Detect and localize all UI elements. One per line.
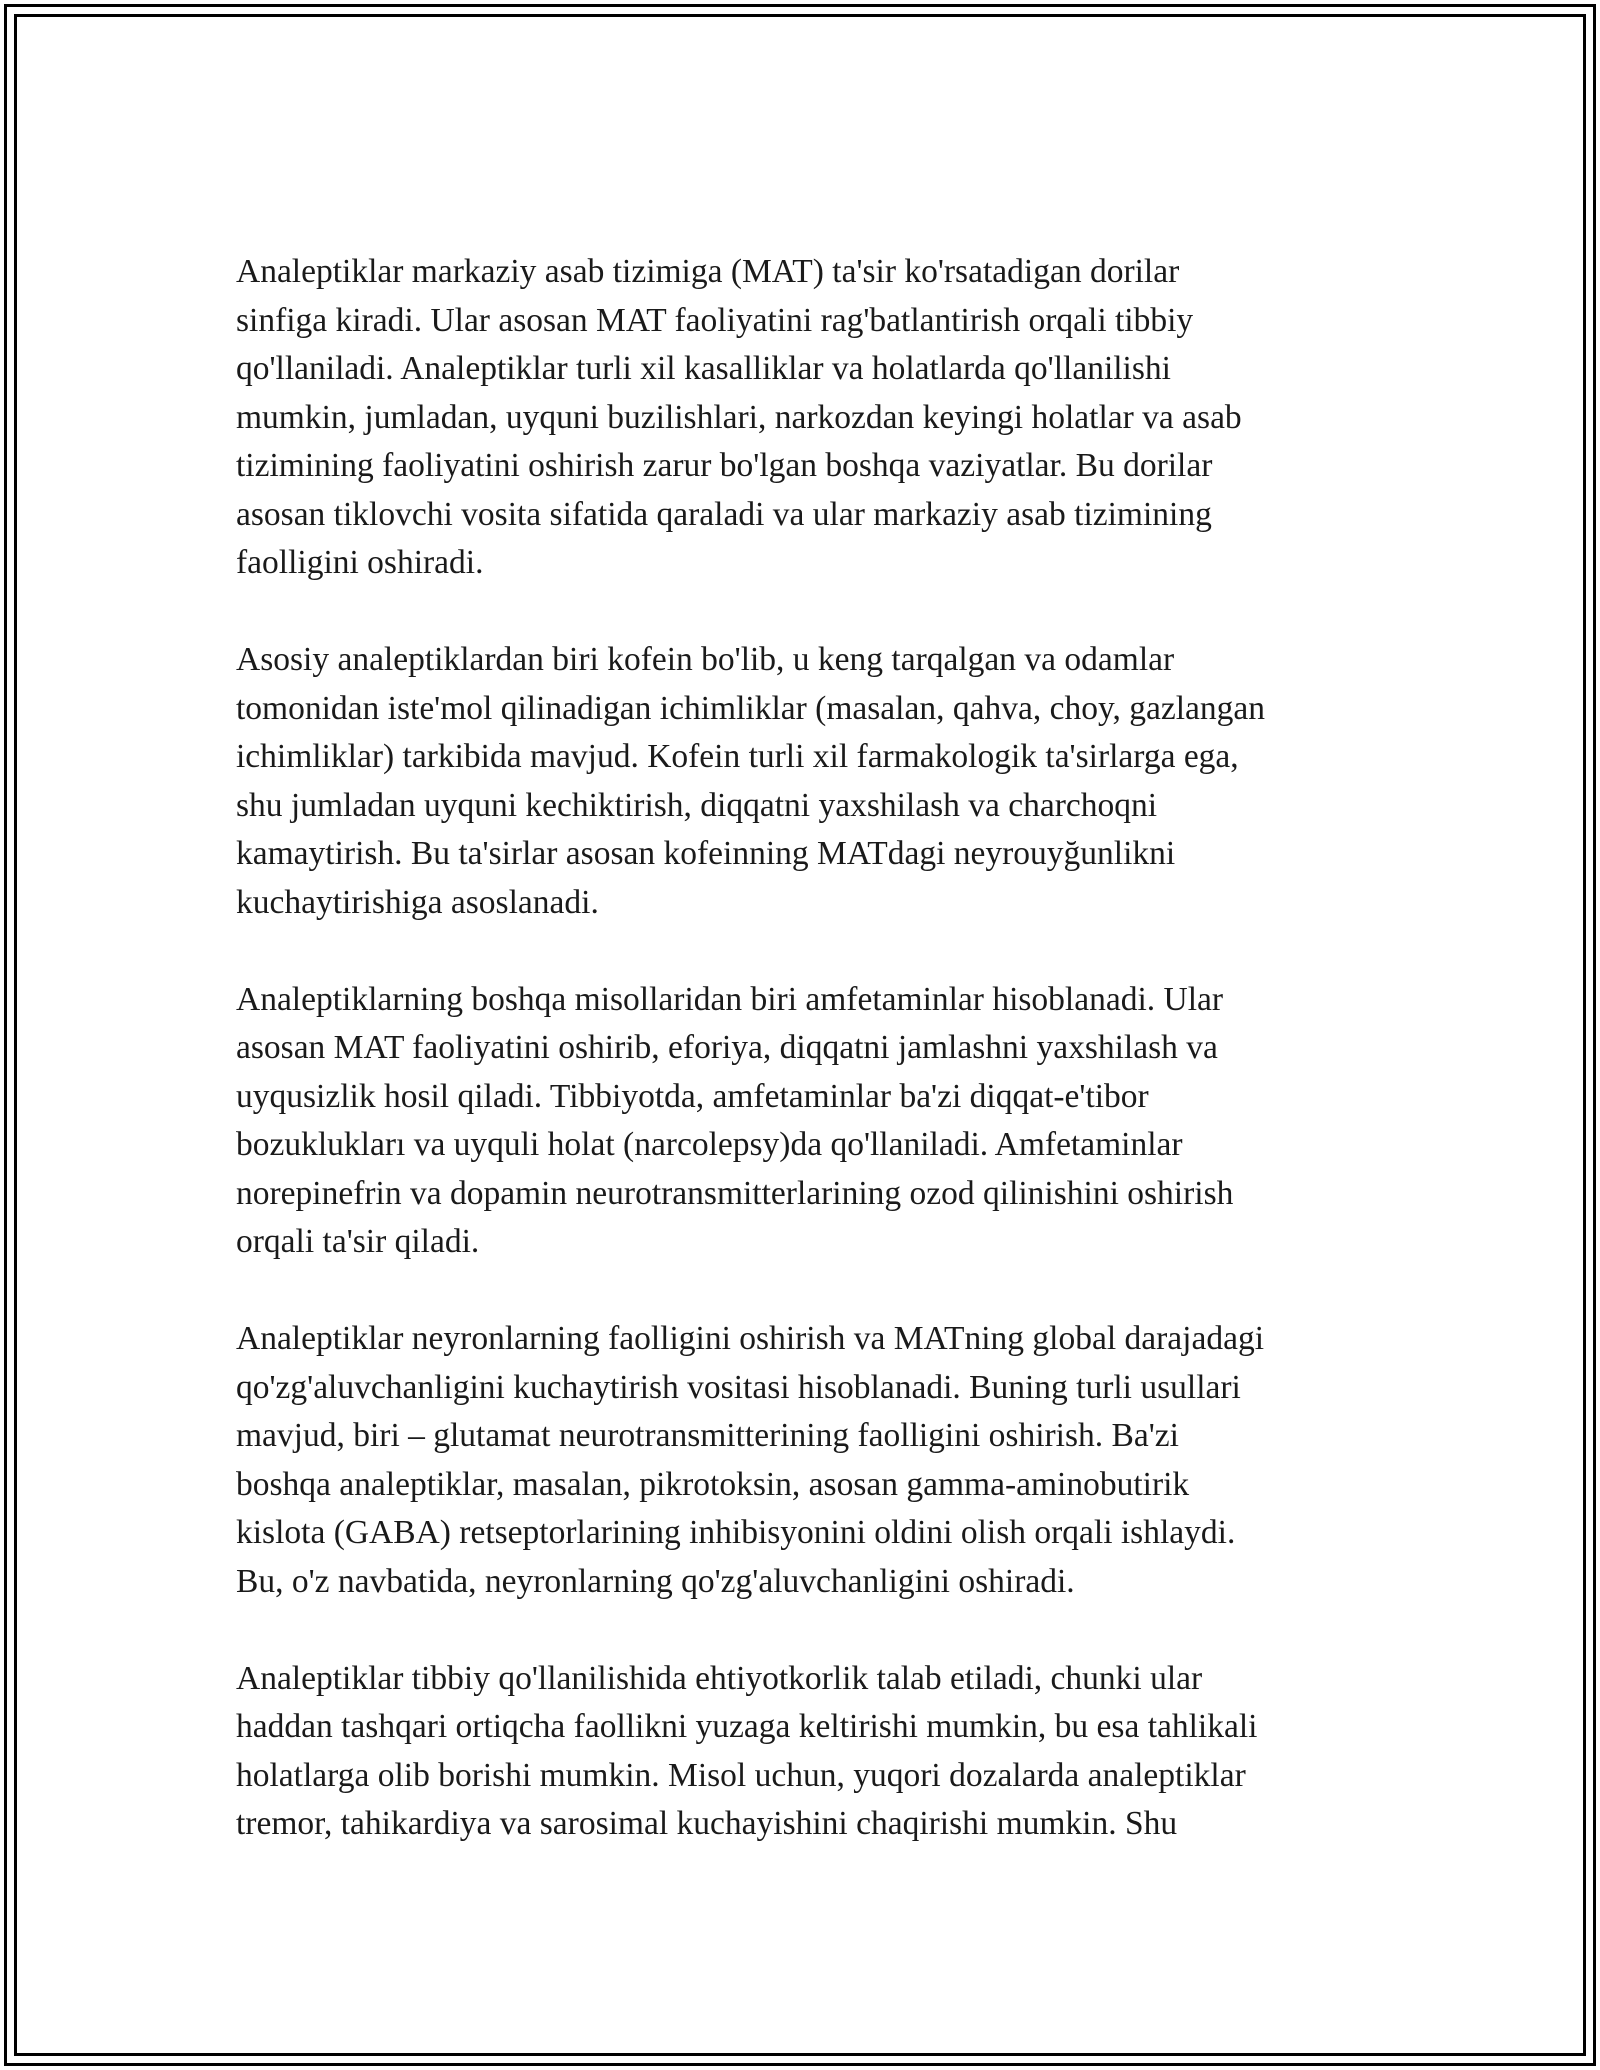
text-line: Bu, o'z navbatida, neyronlarning qo'zg'aluvchanligini oshiradi. xyxy=(236,1562,1075,1600)
text-line: boshqa analeptiklar, masalan, pikrotoksin, asosan gamma-aminobutirik xyxy=(236,1465,1190,1503)
text-line: ichimliklar) tarkibida mavjud. Kofein turli xil farmakologik ta'sirlarga ega, xyxy=(236,738,1239,775)
text-line: bozuklukları va uyquli holat (narcolepsy)da qo'llaniladi. Amfetaminlar xyxy=(236,1126,1183,1163)
text-line: holatlarga olib borishi mumkin. Misol uchun, yuqori dozalarda analeptiklar xyxy=(236,1756,1246,1794)
text-line: mavjud, biri – glutamat neurotransmitterining faolligini oshirish. Ba'zi xyxy=(236,1417,1179,1454)
text-line: Analeptiklar tibbiy qo'llanilishida ehtiyotkorlik talab etiladi, chunki ular xyxy=(236,1659,1203,1697)
text-line: tomonidan iste'mol qilinadigan ichimliklar (masalan, qahva, choy, gazlangan xyxy=(236,689,1266,727)
paragraph-2 xyxy=(236,636,1386,927)
text-line: norepinefrin va dopamin neurotransmitterlarining ozod qilinishini oshirish xyxy=(236,1174,1234,1212)
text-line: faolligini oshiradi. xyxy=(236,544,484,581)
text-line: uyqusizlik hosil qiladi. Tibbiyotda, amfetaminlar ba'zi diqqat-e'tibor xyxy=(236,1077,1149,1115)
document-body xyxy=(236,248,1386,1897)
text-line: qo'zg'aluvchanligini kuchaytirish vositasi hisoblanadi. Buning turli usullari xyxy=(236,1368,1241,1406)
paragraph-1 xyxy=(236,248,1386,588)
text-line: qo'llaniladi. Analeptiklar turli xil kasalliklar va holatlarda qo'llanilishi xyxy=(236,350,1171,387)
text-line: shu jumladan uyquni kechiktirish, diqqatni yaxshilash va charchoqni xyxy=(236,786,1158,824)
text-line: Analeptiklar neyronlarning faolligini oshirish va MATning global darajadagi xyxy=(236,1320,1265,1357)
text-line: kamaytirish. Bu ta'sirlar asosan kofeinning MATdagi neyrouyğunlikni xyxy=(236,835,1176,872)
text-line: Asosiy analeptiklardan biri kofein bo'lib, u keng tarqalgan va odamlar xyxy=(236,641,1175,678)
paragraph-4 xyxy=(236,1315,1386,1606)
text-line: tremor, tahikardiya va sarosimal kuchayishini chaqirishi mumkin. Shu xyxy=(236,1805,1178,1842)
text-line: haddan tashqari ortiqcha faollikni yuzaga keltirishi mumkin, bu esa tahlikali xyxy=(236,1708,1258,1745)
text-line: Analeptiklar markaziy asab tizimiga (MAT) ta'sir ko'rsatadigan dorilar xyxy=(236,253,1180,290)
text-line: sinfiga kiradi. Ular asosan MAT faoliyatini rag'batlantirish orqali tibbiy xyxy=(236,301,1194,339)
text-line: mumkin, jumladan, uyquni buzilishlari, narkozdan keyingi holatlar va asab xyxy=(236,398,1242,436)
text-line: asosan MAT faoliyatini oshirib, eforiya, diqqatni jamlashni yaxshilash va xyxy=(236,1029,1218,1066)
text-line: kislota (GABA) retseptorlarining inhibisyonini oldini olish orqali ishlaydi. xyxy=(236,1514,1236,1551)
paragraph-5 xyxy=(236,1655,1386,1849)
text-line: orqali ta'sir qiladi. xyxy=(236,1223,480,1260)
text-line: tizimining faoliyatini oshirish zarur bo'lgan boshqa vaziyatlar. Bu dorilar xyxy=(236,447,1213,484)
text-line: asosan tiklovchi vosita sifatida qaraladi va ular markaziy asab tizimining xyxy=(236,495,1212,533)
text-line: Analeptiklarning boshqa misollaridan biri amfetaminlar hisoblanadi. Ular xyxy=(236,980,1224,1018)
paragraph-3 xyxy=(236,976,1386,1267)
text-line: kuchaytirishiga asoslanadi. xyxy=(236,883,599,921)
